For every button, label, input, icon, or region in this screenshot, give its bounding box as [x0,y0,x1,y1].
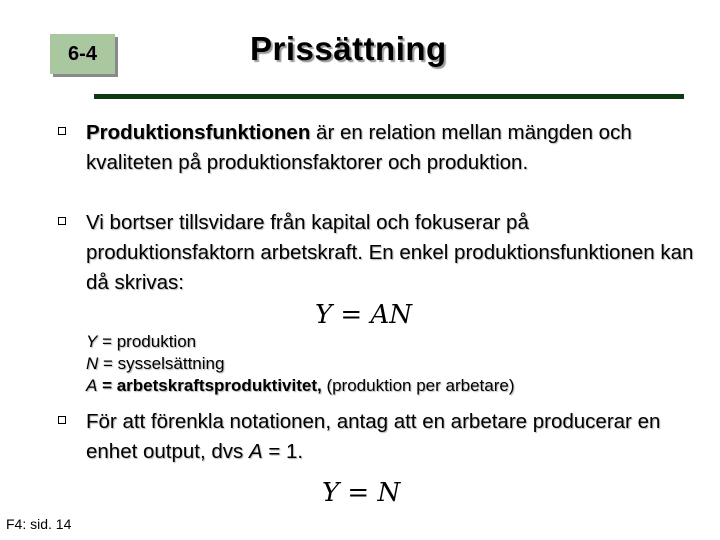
title-divider [94,94,684,99]
def-symbol: N [86,354,99,373]
square-bullet-icon [58,416,66,424]
footer-reference: F4: sid. 14 [6,516,72,532]
bullet-text [86,407,698,467]
bullet-production-function [58,118,698,178]
definition-n [86,353,515,375]
slide-number: 6-4 [68,42,97,65]
def-symbol: Y [86,332,98,351]
square-bullet-icon [58,127,66,135]
def-text: (produktion per arbetare) [321,376,515,395]
bullet-body-end: = 1. [262,440,304,463]
definition-y [86,331,515,353]
bullet-variable: A [248,440,263,463]
def-bold-text: = arbetskraftsproduktivitet, [97,376,322,395]
bullet-simplify-notation [58,407,698,467]
bullet-term: Produktionsfunktionen [86,121,311,144]
variable-definitions [86,331,515,397]
def-text: = produktion [97,332,197,351]
formula-y-equals-n: Y = N [322,478,401,508]
def-symbol: A [86,376,98,395]
definition-a [86,375,515,397]
bullet-labor-focus [58,208,698,298]
square-bullet-icon [58,217,66,225]
formula-y-equals-an: Y = AN [315,300,413,330]
def-text: = sysselsättning [98,354,225,373]
bullet-body: är en relation mellan mängden och kvaliteten på produktionsfaktorer och produktion. [86,121,632,174]
slide-number-badge [50,34,115,74]
slide-title: Prissättning [250,30,447,67]
bullet-text [86,118,698,178]
bullet-body-start: För att förenkla notationen, antag att en arbetare producerar en enhet output, dvs [86,410,661,463]
bullet-text: Vi bortser tillsvidare från kapital och fokuserar på produktionsfaktorn arbetskraft. En enkel produktionsfunktionen kan då skrivas: [86,211,694,294]
